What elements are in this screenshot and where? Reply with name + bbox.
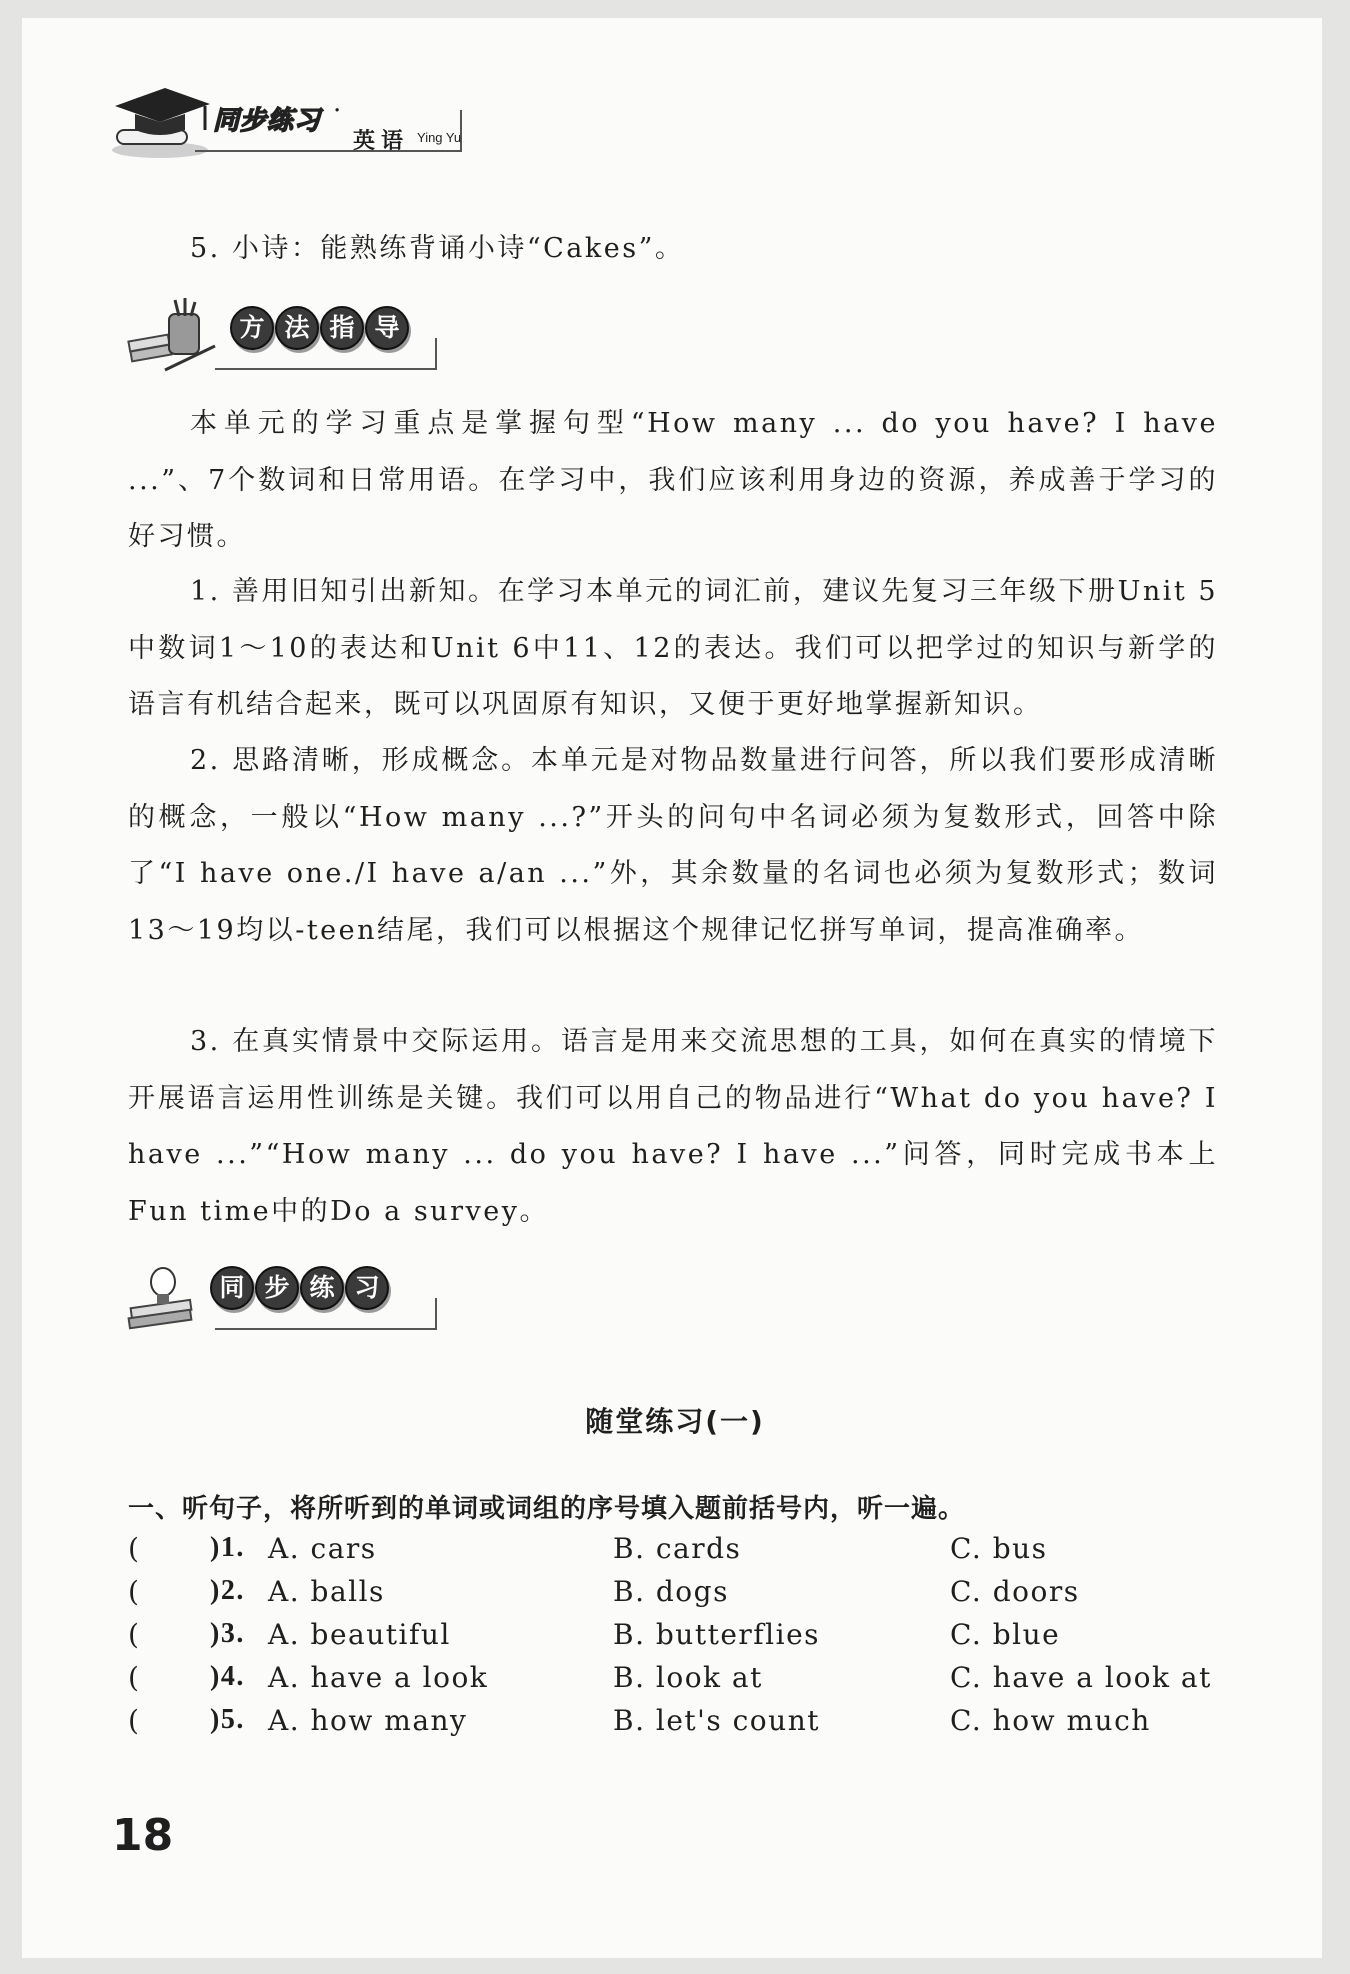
header-dot: · [333,96,342,126]
page-header [105,78,485,168]
question-heading: 一、听句子，将所听到的单词或词组的序号填入题前括号内，听一遍。 [128,1494,966,1524]
question-number: )5. [210,1704,245,1735]
exercise-title: 随堂练习(一) [585,1405,765,1438]
answer-bracket[interactable]: ( [128,1618,141,1651]
option-c: C. doors [950,1575,1080,1608]
option-b: B. let's count [613,1704,820,1737]
option-a: A. balls [268,1575,385,1608]
question-row [128,1575,1228,1615]
option-c: C. bus [950,1532,1048,1565]
question-number: )3. [210,1618,245,1649]
option-c: C. have a look at [950,1661,1212,1694]
series-title: 同步练习 [213,106,322,136]
banner-char: 步 [255,1266,299,1310]
item-5-text: 5. 小诗：能熟练背诵小诗“Cakes”。 [190,233,685,264]
method-guide-banner [125,296,445,376]
option-a: A. how many [268,1704,468,1737]
question-row [128,1661,1228,1701]
option-b: B. dogs [613,1575,729,1608]
answer-bracket[interactable]: ( [128,1661,141,1694]
intro-paragraph: 本单元的学习重点是掌握句型“How many ... do you have? I have ...”、7个数词和日常用语。在学习中，我们应该利用身边的资源，养成善于学习的好习惯。 [128,408,1218,552]
subject-pinyin: Ying Yu [417,130,462,145]
question-number: )1. [210,1532,245,1563]
sync-practice-banner [125,1256,445,1336]
option-b: B. cards [613,1532,742,1565]
question-row [128,1618,1228,1658]
option-c: C. blue [950,1618,1061,1651]
question-row [128,1704,1228,1744]
tip-paragraph-1: 1. 善用旧知引出新知。在学习本单元的词汇前，建议先复习三年级下册Unit 5中数词1～10的表达和Unit 6中11、12的表达。我们可以把学过的知识与新学的语言有机结合起来，既可以巩固原有知识，又便于更好地掌握新知识。 [128,576,1218,720]
tip-paragraph-3: 3. 在真实情景中交际运用。语言是用来交流思想的工具，如何在真实的情境下开展语言运用性训练是关键。我们可以用自己的物品进行“What do you have? I have ...”“How many ... do you have? I have ...”问答，同时完成书本上Fun time中的Do a survey。 [128,1026,1218,1227]
answer-bracket[interactable]: ( [128,1704,141,1737]
page-number: 18 [112,1810,174,1861]
option-a: A. beautiful [268,1618,451,1651]
option-a: A. have a look [268,1661,489,1694]
banner-char: 练 [300,1266,344,1310]
option-a: A. cars [268,1532,377,1565]
answer-bracket[interactable]: ( [128,1575,141,1608]
option-b: B. butterflies [613,1618,821,1651]
subject-label: 英语 [353,129,410,154]
lamp-books-icon [125,1256,220,1336]
question-row [128,1532,1228,1572]
banner-char: 习 [345,1266,389,1310]
banner-char: 指 [320,306,364,350]
option-b: B. look at [613,1661,763,1694]
banner-char: 同 [210,1266,254,1310]
question-number: )2. [210,1575,245,1606]
banner-char: 导 [365,306,409,350]
option-c: C. how much [950,1704,1151,1737]
books-pencils-icon [125,296,220,376]
tip-paragraph-2: 2. 思路清晰，形成概念。本单元是对物品数量进行问答，所以我们要形成清晰的概念，一般以“How many ...?”开头的问句中名词必须为复数形式，回答中除了“I have one./I have a/an ...”外，其余数量的名词也必须为复数形式；数词13～19均以-teen结尾，我们可以根据这个规律记忆拼写单词，提高准确率。 [128,745,1218,946]
answer-bracket[interactable]: ( [128,1532,141,1565]
banner-char: 方 [230,306,274,350]
banner-char: 法 [275,306,319,350]
question-number: )4. [210,1661,245,1692]
